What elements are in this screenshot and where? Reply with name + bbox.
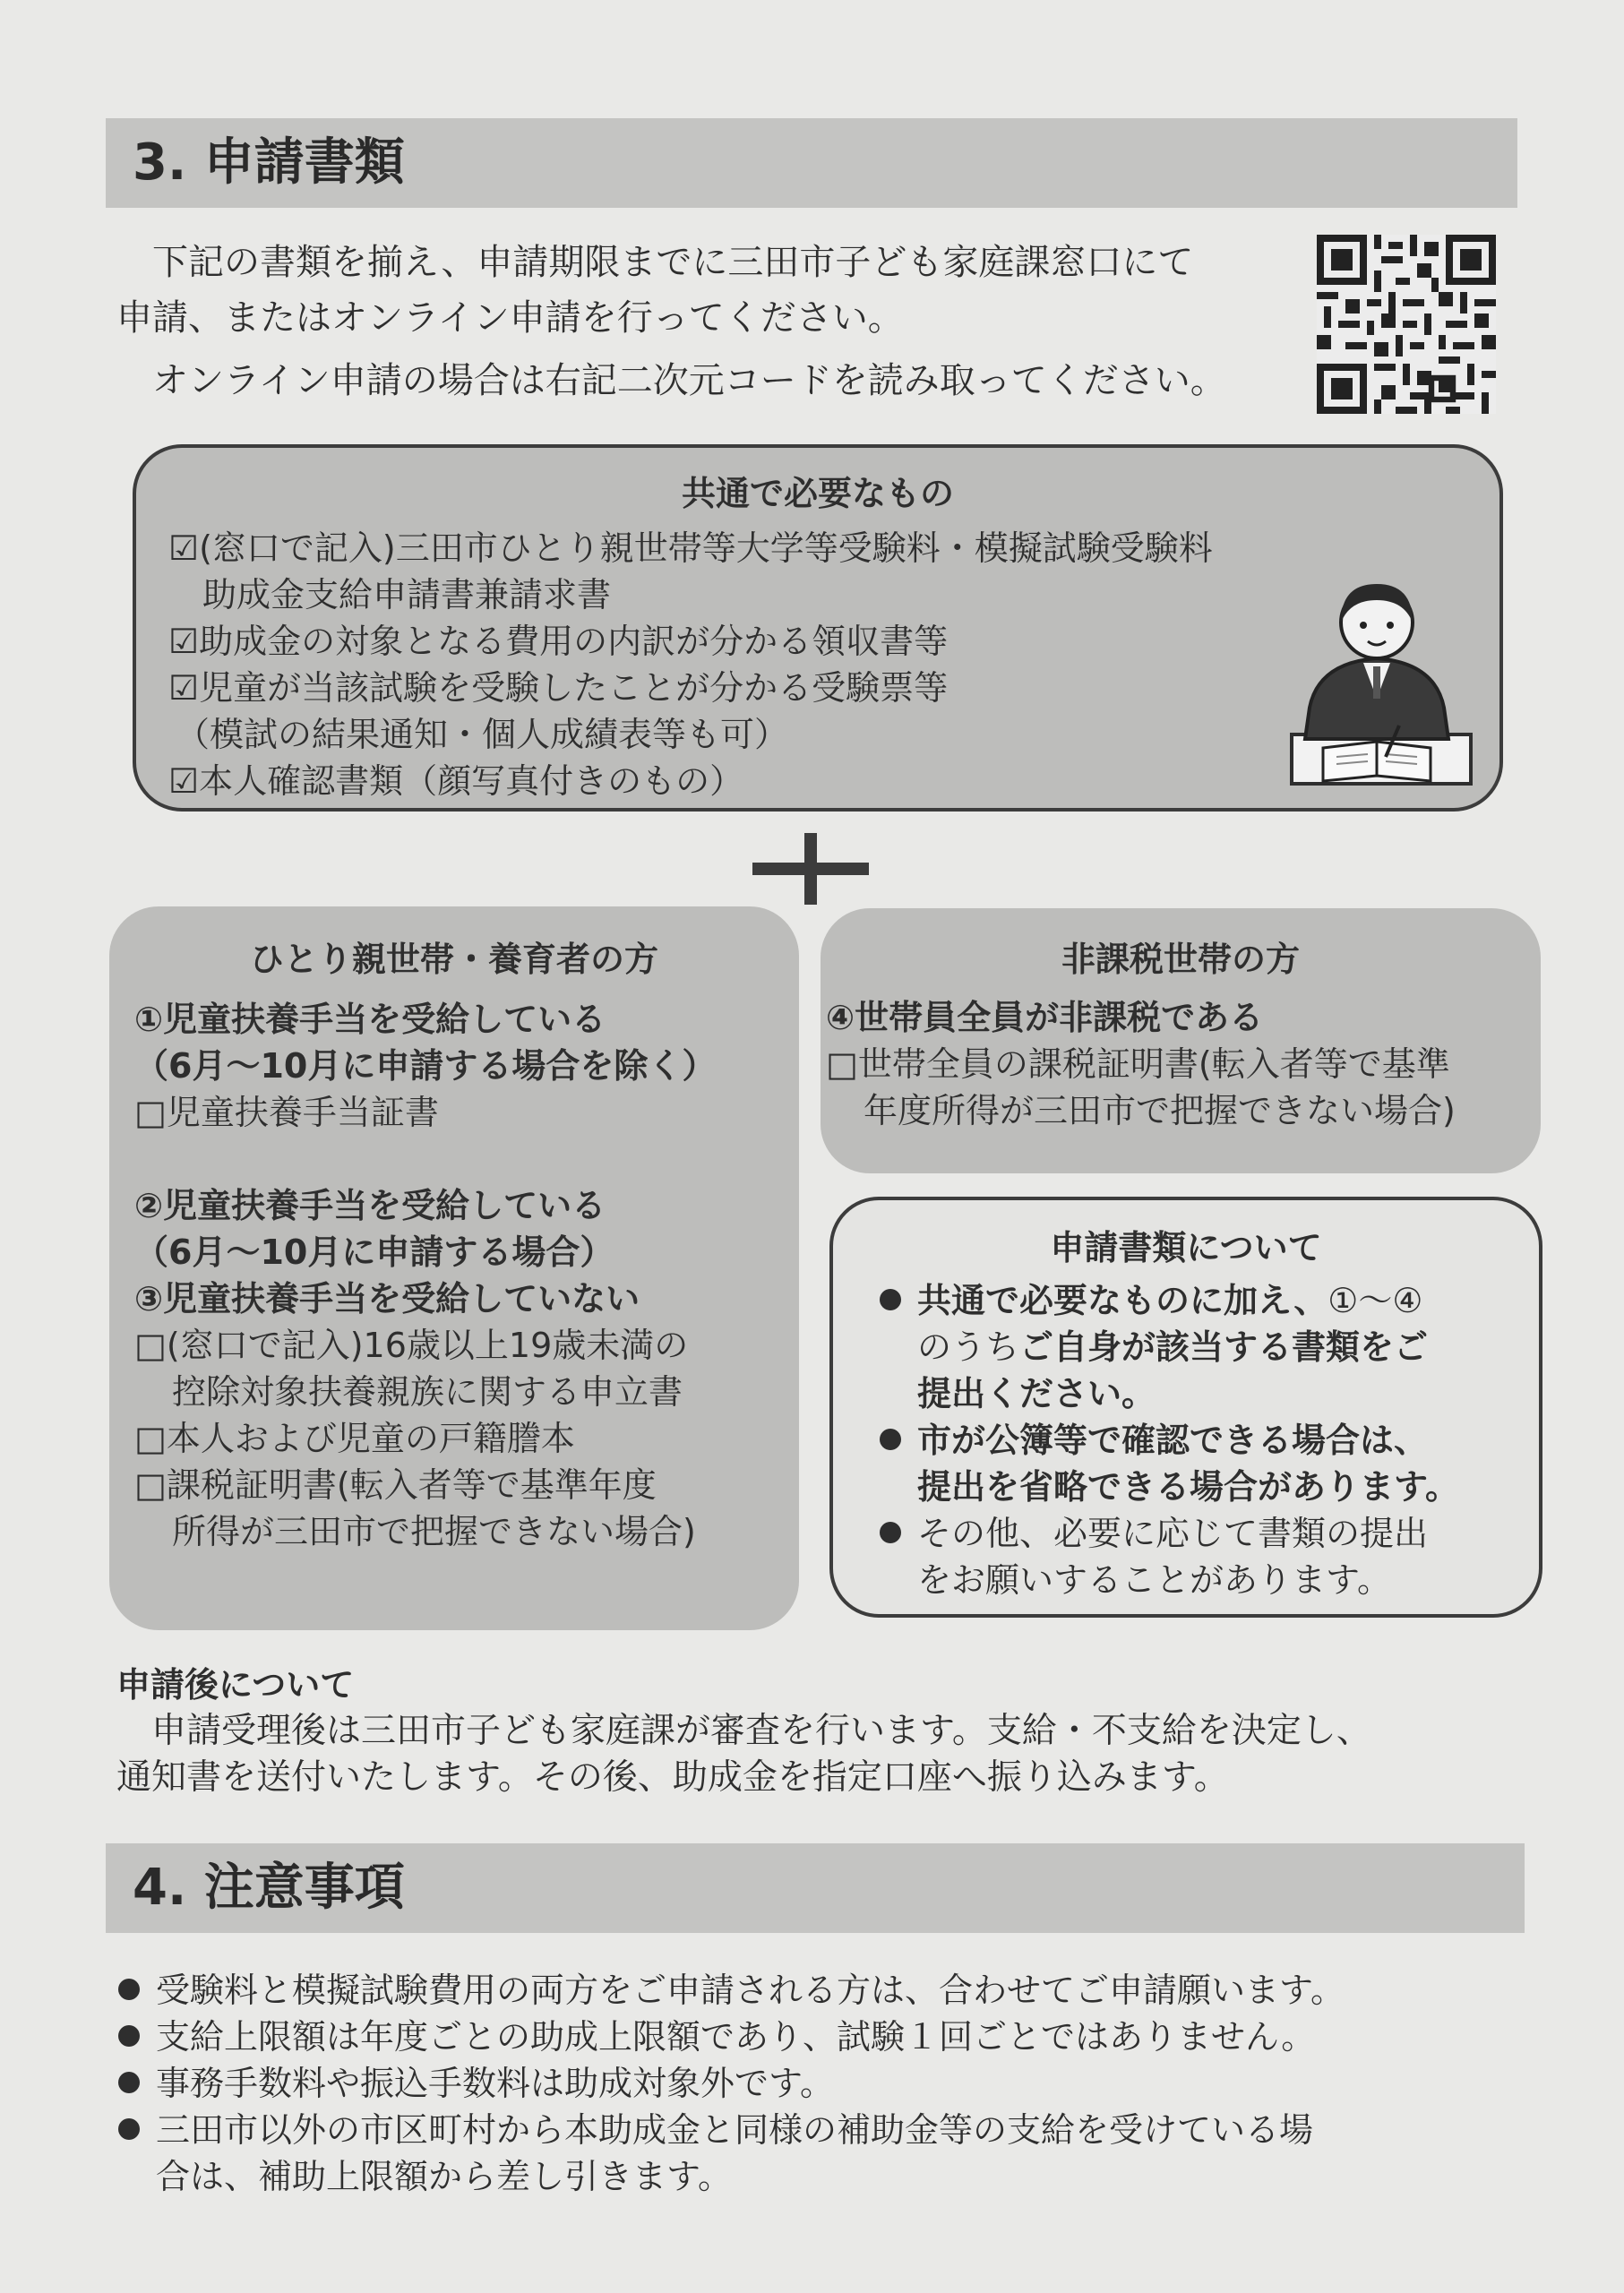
common-requirements-box: [133, 444, 1503, 812]
document-item: □児童扶養手当証書: [134, 1093, 439, 1132]
condition-item: ①児童扶養手当を受給している: [134, 1000, 606, 1039]
bullet-icon: [118, 2025, 140, 2047]
bullet-item: [880, 1510, 1459, 1557]
bullet-item-cont: をお願いすることがあります。: [917, 1560, 1391, 1600]
bullet-icon: [118, 2118, 140, 2140]
tax-exempt-household-box: [821, 908, 1541, 1173]
after-application-section: [116, 1662, 1514, 1801]
single-parent-box-title: ひとり親世帯・養育者の方: [249, 940, 658, 979]
intro-line: オンライン申請の場合は右記二次元コードを読み取ってください。: [116, 360, 1226, 401]
document-item: □課税証明書(転入者等で基準年度: [134, 1465, 657, 1505]
note-item: [118, 2107, 1534, 2153]
student-studying-icon: [1274, 573, 1480, 797]
section-3-heading: 3. 申請書類: [106, 118, 1517, 208]
document-item: 年度所得が三田市で把握できない場合): [864, 1091, 1456, 1130]
text: 三田市以外の市区町村から本助成金と同様の補助金等の支給を受けている場: [156, 2110, 1314, 2150]
condition-item: ④世帯員全員が非課税である: [826, 998, 1264, 1037]
text: 市が公簿等で確認できる場合は、: [917, 1421, 1429, 1460]
note-item-cont: 合は、補助上限額から差し引きます。: [156, 2157, 732, 2196]
bullet-icon: [880, 1522, 901, 1543]
tax-exempt-box-title: 非課税世帯の方: [1061, 940, 1300, 979]
text: 支給上限額は年度ごとの助成上限額であり、試験１回ごとではありません。: [156, 2017, 1316, 2057]
bullet-icon: [118, 1979, 140, 2000]
text: その他、必要に応じて書類の提出: [917, 1514, 1429, 1553]
bullet-icon: [880, 1289, 901, 1310]
bullet-item-cont: 提出ください。: [917, 1374, 1156, 1413]
document-item: □(窓口で記入)16歳以上19歳未満の: [134, 1326, 689, 1365]
condition-item: （6月～10月に申請する場合を除く）: [134, 1046, 717, 1086]
after-application-title: 申請後について: [116, 1665, 355, 1705]
plus-icon: [752, 833, 869, 905]
qr-code-icon[interactable]: [1317, 235, 1496, 414]
checklist-item: ☑本人確認書類（顔写真付きのもの）: [168, 761, 744, 801]
bullet-icon: [880, 1429, 901, 1450]
document-item: □世帯全員の課税証明書(転入者等で基準: [826, 1044, 1450, 1084]
about-box-title: 申請書類について: [1050, 1228, 1322, 1267]
intro-line: 申請、またはオンライン申請を行ってください。: [116, 297, 904, 339]
text: ご自身が該当する書類をご: [1019, 1327, 1429, 1367]
bullet-item: [880, 1277, 1459, 1324]
notes-list: [118, 1967, 1534, 2200]
condition-item: ③児童扶養手当を受給していない: [134, 1279, 640, 1318]
text: 受験料と模擬試験費用の両方をご申請される方は、合わせてご申請願います。: [156, 1971, 1345, 2010]
intro-paragraph: [116, 235, 1317, 408]
checklist-item: （模試の結果通知・個人成績表等も可）: [176, 715, 789, 754]
condition-item: （6月～10月に申請する場合）: [134, 1232, 614, 1272]
checklist-item: ☑(窓口で記入)三田市ひとり親世帯等大学等受験料・模擬試験受験料: [168, 528, 1213, 568]
text: 共通で必要なものに加え、: [917, 1281, 1328, 1320]
after-application-line: 申請受理後は三田市子ども家庭課が審査を行います。支給・不支給を決定し、: [116, 1711, 1371, 1751]
after-application-line: 通知書を送付いたします。その後、助成金を指定口座へ振り込みます。: [116, 1757, 1229, 1798]
document-item: □本人および児童の戸籍謄本: [134, 1419, 575, 1458]
document-item: 控除対象扶養親族に関する申立書: [172, 1372, 683, 1412]
note-item: [118, 2060, 1534, 2107]
document-item: 所得が三田市で把握できない場合): [172, 1512, 696, 1551]
bullet-item-cont: 提出を省略できる場合があります。: [917, 1467, 1459, 1507]
note-item: [118, 2014, 1534, 2060]
condition-item: ②児童扶養手当を受給している: [134, 1186, 606, 1225]
bullet-item-cont: [880, 1324, 1459, 1370]
note-item: [118, 1967, 1534, 2014]
bullet-item: [880, 1417, 1459, 1464]
single-parent-household-box: [109, 906, 799, 1630]
text: 事務手数料や振込手数料は助成対象外です。: [156, 2064, 834, 2103]
intro-line: 下記の書類を揃え、申請期限までに三田市子ども家庭課窓口にて: [116, 242, 1194, 283]
checklist-item: 助成金支給申請書兼請求書: [168, 575, 612, 614]
bullet-icon: [118, 2072, 140, 2093]
section-4-heading: 4. 注意事項: [106, 1843, 1525, 1933]
checklist-item: ☑児童が当該試験を受験したことが分かる受験票等: [168, 668, 949, 708]
text: ①～④: [1328, 1281, 1423, 1320]
about-documents-box: [829, 1197, 1542, 1618]
text: のうち: [917, 1327, 1020, 1367]
checklist-item: ☑助成金の対象となる費用の内訳が分かる領収書等: [168, 622, 949, 661]
common-box-title: 共通で必要なもの: [681, 474, 954, 513]
